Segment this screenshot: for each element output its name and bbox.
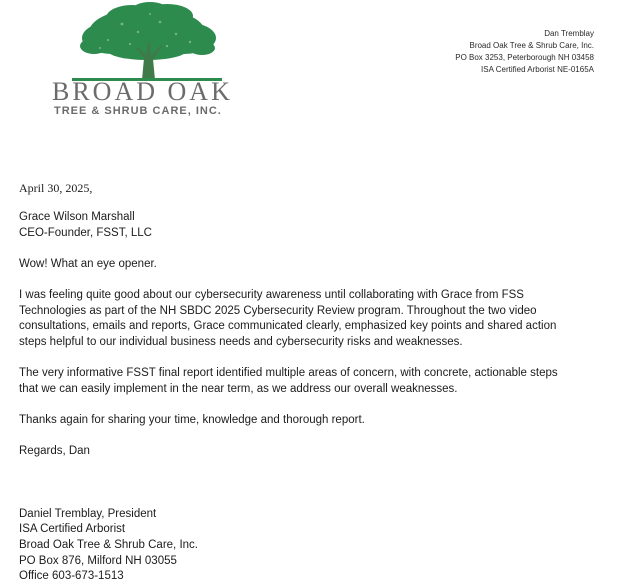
return-address-certification: ISA Certified Arborist NE-0165A: [481, 65, 594, 74]
opening-line: Wow! What an eye opener.: [19, 258, 157, 270]
letter-date: April 30, 2025,: [19, 181, 93, 195]
return-address-company: Broad Oak Tree & Shrub Care, Inc.: [469, 41, 594, 50]
signature-phone: Office 603-673-1513: [19, 570, 124, 582]
body-paragraph-3: Thanks again for sharing your time, knowledge and thorough report.: [19, 414, 365, 426]
signature-address: PO Box 876, Milford NH 03055: [19, 555, 177, 567]
signature-name: Daniel Tremblay, President: [19, 508, 157, 520]
company-logo: [52, 2, 244, 118]
signature-company: Broad Oak Tree & Shrub Care, Inc.: [19, 539, 198, 551]
recipient-name: Grace Wilson Marshall: [19, 211, 135, 223]
oak-tree-icon: [72, 2, 222, 82]
closing: Regards, Dan: [19, 445, 90, 457]
return-address-name: Dan Tremblay: [544, 29, 594, 38]
signature-certification: ISA Certified Arborist: [19, 523, 126, 535]
recipient-title: CEO-Founder, FSST, LLC: [19, 227, 152, 239]
company-name: BROAD OAK: [52, 77, 233, 106]
company-tagline: TREE & SHRUB CARE, INC.: [54, 105, 222, 117]
return-address: [455, 28, 594, 76]
body-paragraph-1: I was feeling quite good about our cybersecurity awareness until collaborating with Grace from FSS Technologies as part of the NH SBDC 2025 Cybersecurity Review program. Throughout the two video consultations, emails and reports, Grace communicated clearly, emphasized key points and shared action steps helpful to our individual business needs and cybersecurity risks and weaknesses.: [19, 289, 557, 348]
return-address-street: PO Box 3253, Peterborough NH 03458: [455, 53, 594, 62]
body-paragraph-2: The very informative FSST final report identified multiple areas of concern, with concrete, actionable steps that we can easily implement in the near term, as we address our overall weaknesses.: [19, 367, 558, 395]
